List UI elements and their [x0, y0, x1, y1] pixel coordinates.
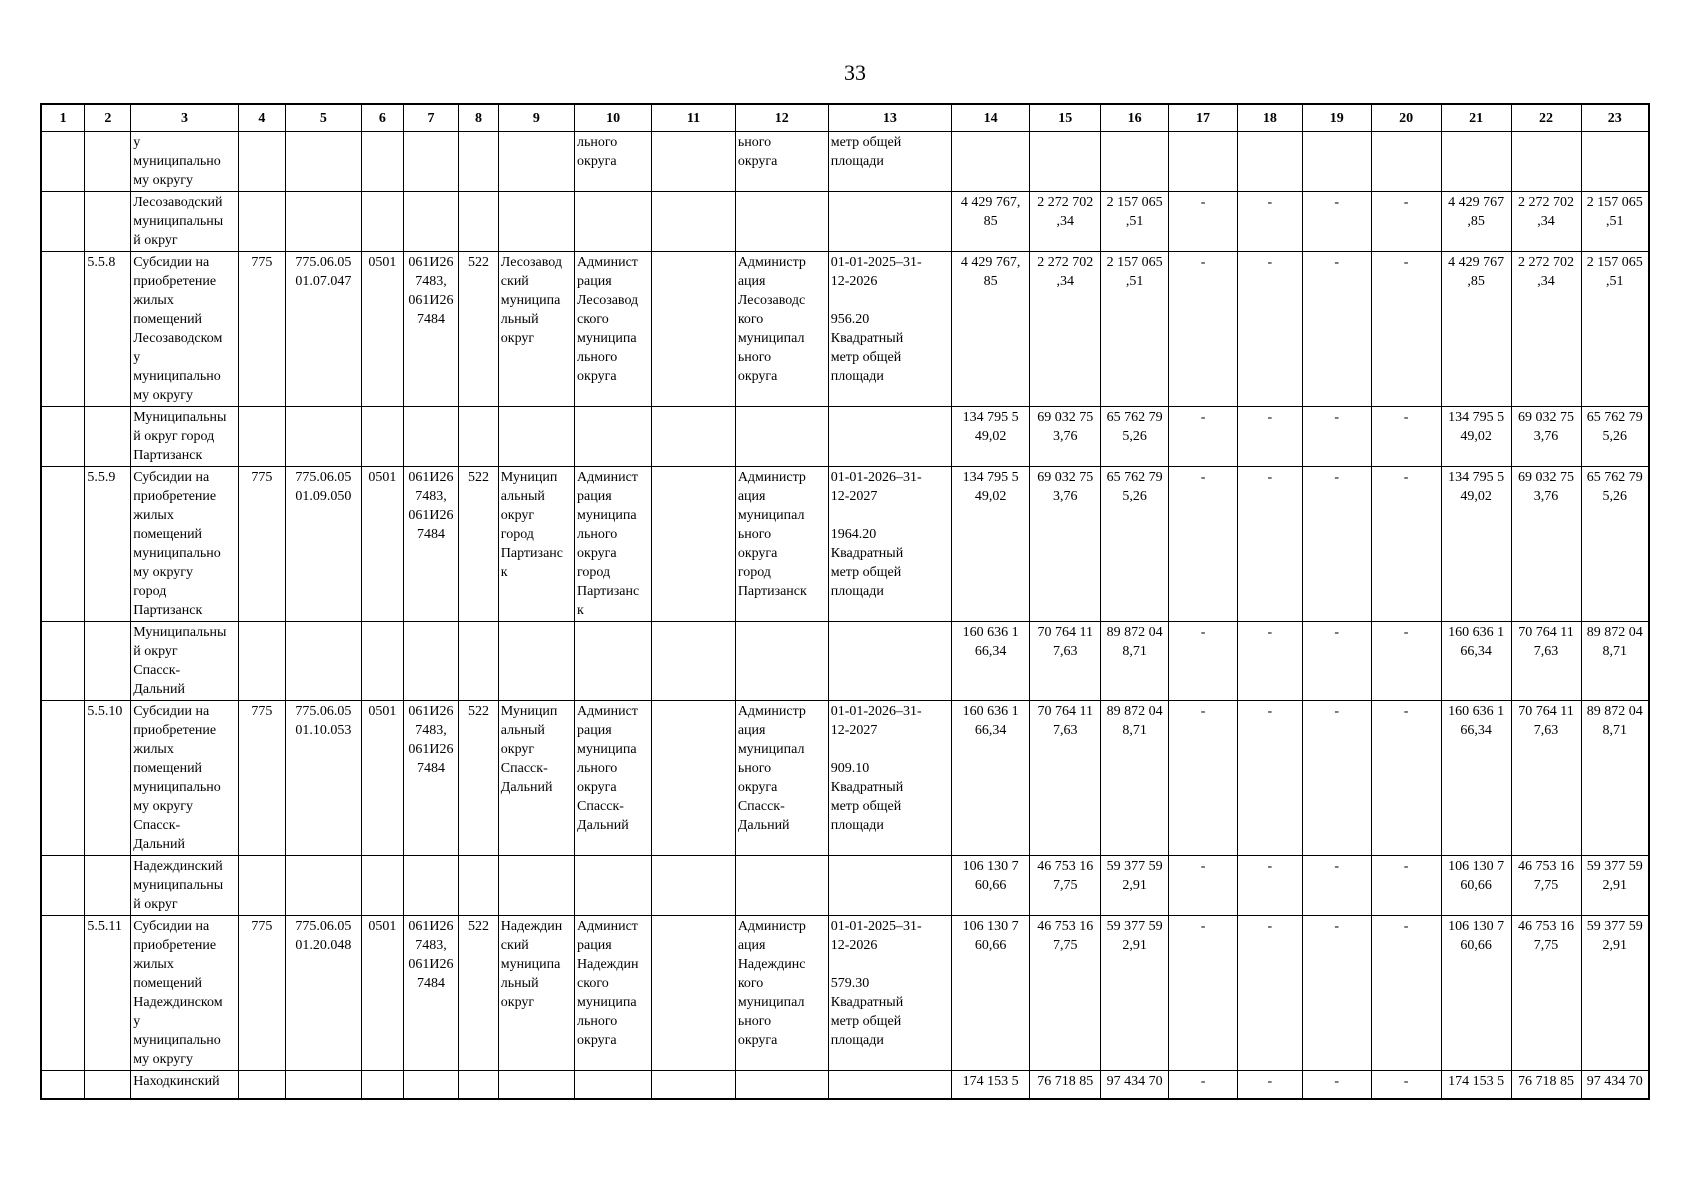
table-cell-col-16: 59 377 59 2,91	[1101, 916, 1169, 1071]
table-cell-col-11	[652, 132, 736, 192]
table-cell-col-4	[238, 192, 285, 252]
table-cell-col-5: 775.06.05 01.09.050	[285, 467, 361, 622]
table-cell-col-9	[498, 622, 574, 701]
table-cell-col-20: -	[1371, 916, 1441, 1071]
table-cell-col-2: 5.5.8	[85, 252, 131, 407]
table-cell-col-19: -	[1302, 856, 1371, 916]
table-cell-col-19	[1302, 132, 1371, 192]
table-cell-col-12: Администр ация муниципал ьного округа город Партизанск	[735, 467, 828, 622]
table-cell-col-19: -	[1302, 1071, 1371, 1099]
column-header-7: 7	[403, 104, 458, 132]
table-cell-col-2: 5.5.10	[85, 701, 131, 856]
table-cell-col-7: 061И26 7483, 061И26 7484	[403, 252, 458, 407]
table-cell-col-12: Администр ация Лесозаводс кого муниципал ьного округа	[735, 252, 828, 407]
table-row	[41, 192, 1649, 252]
table-cell-col-12	[735, 1071, 828, 1099]
table-cell-col-7: 061И26 7483, 061И26 7484	[403, 467, 458, 622]
table-cell-col-5	[285, 1071, 361, 1099]
table-row	[41, 1071, 1649, 1099]
table-cell-col-16: 97 434 70	[1101, 1071, 1169, 1099]
table-cell-col-5	[285, 856, 361, 916]
table-cell-col-22: 76 718 85	[1511, 1071, 1581, 1099]
table-cell-col-10	[575, 622, 652, 701]
column-header-13: 13	[828, 104, 951, 132]
table-cell-col-17: -	[1169, 407, 1238, 467]
table-cell-col-4	[238, 856, 285, 916]
table-cell-col-16	[1101, 132, 1169, 192]
column-header-1: 1	[41, 104, 85, 132]
table-cell-col-10: Админист рация муниципа льного округа Спасск- Дальний	[575, 701, 652, 856]
table-cell-col-21: 160 636 1 66,34	[1441, 622, 1511, 701]
table-cell-col-8	[459, 856, 499, 916]
table-cell-col-13	[828, 192, 951, 252]
table-cell-col-7	[403, 622, 458, 701]
table-cell-col-14: 160 636 1 66,34	[951, 622, 1029, 701]
table-cell-col-6	[362, 856, 404, 916]
table-cell-col-14: 4 429 767, 85	[951, 252, 1029, 407]
table-cell-col-16: 89 872 04 8,71	[1101, 622, 1169, 701]
column-header-18: 18	[1238, 104, 1303, 132]
table-cell-col-23: 59 377 59 2,91	[1581, 856, 1649, 916]
table-cell-col-19: -	[1302, 467, 1371, 622]
table-cell-col-15: 69 032 75 3,76	[1030, 407, 1101, 467]
table-cell-col-7: 061И26 7483, 061И26 7484	[403, 916, 458, 1071]
table-cell-col-12	[735, 856, 828, 916]
table-cell-col-10: Админист рация Надеждин ского муниципа льного округа	[575, 916, 652, 1071]
table-cell-col-17: -	[1169, 1071, 1238, 1099]
table-cell-col-8: 522	[459, 252, 499, 407]
page-number: 33	[844, 60, 866, 85]
column-header-14: 14	[951, 104, 1029, 132]
table-cell-col-19: -	[1302, 622, 1371, 701]
column-header-8: 8	[459, 104, 499, 132]
table-cell-col-20: -	[1371, 622, 1441, 701]
table-cell-col-4	[238, 622, 285, 701]
table-cell-col-6	[362, 407, 404, 467]
table-cell-col-10: льного округа	[575, 132, 652, 192]
table-cell-col-8	[459, 192, 499, 252]
table-cell-col-12: ьного округа	[735, 132, 828, 192]
column-header-11: 11	[652, 104, 736, 132]
table-cell-col-18: -	[1238, 701, 1303, 856]
table-cell-col-10: Админист рация муниципа льного округа город Партизанс к	[575, 467, 652, 622]
table-cell-col-17: -	[1169, 856, 1238, 916]
table-cell-col-23: 2 157 065 ,51	[1581, 192, 1649, 252]
table-cell-col-20	[1371, 132, 1441, 192]
table-cell-col-8	[459, 622, 499, 701]
table-cell-col-5	[285, 132, 361, 192]
table-cell-col-11	[652, 467, 736, 622]
column-header-21: 21	[1441, 104, 1511, 132]
table-cell-col-17: -	[1169, 916, 1238, 1071]
table-cell-col-15	[1030, 132, 1101, 192]
table-cell-col-4	[238, 1071, 285, 1099]
table-cell-col-20: -	[1371, 1071, 1441, 1099]
table-cell-col-6	[362, 192, 404, 252]
table-cell-col-10	[575, 192, 652, 252]
table-row	[41, 622, 1649, 701]
table-cell-col-2	[85, 856, 131, 916]
table-cell-col-15: 2 272 702 ,34	[1030, 192, 1101, 252]
table-cell-col-10	[575, 1071, 652, 1099]
table-cell-col-23: 65 762 79 5,26	[1581, 407, 1649, 467]
table-cell-col-16: 89 872 04 8,71	[1101, 701, 1169, 856]
table-cell-col-14: 134 795 5 49,02	[951, 467, 1029, 622]
table-cell-col-23: 89 872 04 8,71	[1581, 701, 1649, 856]
table-cell-col-2	[85, 192, 131, 252]
table-cell-col-6: 0501	[362, 252, 404, 407]
table-cell-col-13: 01-01-2026–31- 12-2027 1964.20 Квадратный метр общей площади	[828, 467, 951, 622]
table-cell-col-11	[652, 701, 736, 856]
table-cell-col-13	[828, 407, 951, 467]
table-cell-col-16: 2 157 065 ,51	[1101, 192, 1169, 252]
table-cell-col-21: 4 429 767 ,85	[1441, 252, 1511, 407]
table-cell-col-18	[1238, 132, 1303, 192]
table-cell-col-17: -	[1169, 192, 1238, 252]
table-cell-col-13	[828, 622, 951, 701]
table-cell-col-7: 061И26 7483, 061И26 7484	[403, 701, 458, 856]
column-header-16: 16	[1101, 104, 1169, 132]
table-row	[41, 132, 1649, 192]
table-cell-col-11	[652, 192, 736, 252]
table-cell-col-18: -	[1238, 252, 1303, 407]
table-cell-col-8	[459, 1071, 499, 1099]
table-cell-col-13	[828, 856, 951, 916]
table-cell-col-5	[285, 622, 361, 701]
table-cell-col-19: -	[1302, 701, 1371, 856]
table-cell-col-23: 89 872 04 8,71	[1581, 622, 1649, 701]
table-cell-col-21: 174 153 5	[1441, 1071, 1511, 1099]
table-cell-col-7	[403, 132, 458, 192]
table-cell-col-18: -	[1238, 916, 1303, 1071]
column-header-12: 12	[735, 104, 828, 132]
column-header-3: 3	[131, 104, 239, 132]
table-cell-col-9: Муницип альный округ Спасск- Дальний	[498, 701, 574, 856]
column-header-4: 4	[238, 104, 285, 132]
table-cell-col-21: 4 429 767 ,85	[1441, 192, 1511, 252]
table-cell-col-10: Админист рация Лесозавод ского муниципа льного округа	[575, 252, 652, 407]
table-row	[41, 467, 1649, 622]
table-cell-col-1	[41, 252, 85, 407]
table-cell-col-21: 106 130 7 60,66	[1441, 856, 1511, 916]
table-cell-col-1	[41, 856, 85, 916]
column-header-row	[41, 104, 1649, 132]
table-cell-col-10	[575, 856, 652, 916]
table-cell-col-19: -	[1302, 252, 1371, 407]
budget-table	[40, 103, 1650, 1100]
table-cell-col-13: 01-01-2025–31- 12-2026 956.20 Квадратный метр общей площади	[828, 252, 951, 407]
table-cell-col-3: Находкинский	[131, 1071, 239, 1099]
table-cell-col-11	[652, 1071, 736, 1099]
table-cell-col-12	[735, 192, 828, 252]
table-cell-col-23: 97 434 70	[1581, 1071, 1649, 1099]
table-cell-col-17	[1169, 132, 1238, 192]
table-cell-col-1	[41, 701, 85, 856]
table-cell-col-23: 2 157 065 ,51	[1581, 252, 1649, 407]
table-cell-col-14: 106 130 7 60,66	[951, 856, 1029, 916]
table-cell-col-3: Муниципальны й округ Спасск- Дальний	[131, 622, 239, 701]
table-cell-col-23: 59 377 59 2,91	[1581, 916, 1649, 1071]
table-cell-col-23	[1581, 132, 1649, 192]
table-cell-col-21: 134 795 5 49,02	[1441, 467, 1511, 622]
table-cell-col-6: 0501	[362, 916, 404, 1071]
table-cell-col-7	[403, 407, 458, 467]
table-cell-col-7	[403, 192, 458, 252]
table-cell-col-19: -	[1302, 192, 1371, 252]
table-cell-col-8: 522	[459, 467, 499, 622]
table-cell-col-15: 76 718 85	[1030, 1071, 1101, 1099]
table-cell-col-7	[403, 1071, 458, 1099]
column-header-5: 5	[285, 104, 361, 132]
table-cell-col-11	[652, 407, 736, 467]
table-cell-col-13: 01-01-2025–31- 12-2026 579.30 Квадратный метр общей площади	[828, 916, 951, 1071]
column-header-9: 9	[498, 104, 574, 132]
table-cell-col-2	[85, 407, 131, 467]
table-cell-col-21: 134 795 5 49,02	[1441, 407, 1511, 467]
table-cell-col-20: -	[1371, 467, 1441, 622]
table-cell-col-21: 160 636 1 66,34	[1441, 701, 1511, 856]
table-cell-col-1	[41, 407, 85, 467]
table-cell-col-18: -	[1238, 407, 1303, 467]
table-cell-col-3: Субсидии на приобретение жилых помещений Лесозаводском у муниципально му округу	[131, 252, 239, 407]
column-header-23: 23	[1581, 104, 1649, 132]
table-cell-col-9	[498, 192, 574, 252]
table-cell-col-7	[403, 856, 458, 916]
table-cell-col-22	[1511, 132, 1581, 192]
table-cell-col-4	[238, 132, 285, 192]
table-row	[41, 407, 1649, 467]
table-cell-col-22: 2 272 702 ,34	[1511, 252, 1581, 407]
table-cell-col-6: 0501	[362, 467, 404, 622]
table-cell-col-2	[85, 132, 131, 192]
table-cell-col-15: 46 753 16 7,75	[1030, 856, 1101, 916]
table-cell-col-8: 522	[459, 701, 499, 856]
table-cell-col-10	[575, 407, 652, 467]
table-cell-col-14	[951, 132, 1029, 192]
table-cell-col-20: -	[1371, 192, 1441, 252]
table-cell-col-17: -	[1169, 701, 1238, 856]
table-cell-col-22: 2 272 702 ,34	[1511, 192, 1581, 252]
table-cell-col-20: -	[1371, 856, 1441, 916]
column-header-22: 22	[1511, 104, 1581, 132]
table-cell-col-9: Надеждин ский муниципа льный округ	[498, 916, 574, 1071]
table-cell-col-18: -	[1238, 622, 1303, 701]
table-cell-col-4: 775	[238, 467, 285, 622]
table-cell-col-11	[652, 856, 736, 916]
table-cell-col-23: 65 762 79 5,26	[1581, 467, 1649, 622]
table-cell-col-12	[735, 622, 828, 701]
table-cell-col-13: метр общей площади	[828, 132, 951, 192]
table-cell-col-9	[498, 407, 574, 467]
table-cell-col-2: 5.5.11	[85, 916, 131, 1071]
table-cell-col-12: Администр ация муниципал ьного округа Спасск- Дальний	[735, 701, 828, 856]
table-cell-col-2	[85, 622, 131, 701]
table-cell-col-18: -	[1238, 467, 1303, 622]
table-cell-col-15: 46 753 16 7,75	[1030, 916, 1101, 1071]
column-header-20: 20	[1371, 104, 1441, 132]
table-cell-col-14: 160 636 1 66,34	[951, 701, 1029, 856]
table-cell-col-22: 69 032 75 3,76	[1511, 407, 1581, 467]
table-cell-col-3: Субсидии на приобретение жилых помещений муниципально му округу Спасск- Дальний	[131, 701, 239, 856]
table-cell-col-4	[238, 407, 285, 467]
table-cell-col-5: 775.06.05 01.07.047	[285, 252, 361, 407]
table-cell-col-11	[652, 916, 736, 1071]
table-cell-col-2: 5.5.9	[85, 467, 131, 622]
table-cell-col-3: Субсидии на приобретение жилых помещений муниципально му округу город Партизанск	[131, 467, 239, 622]
table-cell-col-1	[41, 622, 85, 701]
table-cell-col-19: -	[1302, 407, 1371, 467]
table-cell-col-1	[41, 467, 85, 622]
table-cell-col-12: Администр ация Надеждинс кого муниципал ьного округа	[735, 916, 828, 1071]
table-cell-col-11	[652, 622, 736, 701]
table-cell-col-9: Лесозавод ский муниципа льный округ	[498, 252, 574, 407]
table-cell-col-15: 69 032 75 3,76	[1030, 467, 1101, 622]
table-cell-col-9	[498, 856, 574, 916]
table-cell-col-21	[1441, 132, 1511, 192]
table-cell-col-1	[41, 192, 85, 252]
table-cell-col-8: 522	[459, 916, 499, 1071]
table-cell-col-8	[459, 407, 499, 467]
table-cell-col-22: 70 764 11 7,63	[1511, 622, 1581, 701]
column-header-19: 19	[1302, 104, 1371, 132]
table-cell-col-4: 775	[238, 252, 285, 407]
table-cell-col-5	[285, 192, 361, 252]
column-header-2: 2	[85, 104, 131, 132]
table-cell-col-9	[498, 132, 574, 192]
table-cell-col-1	[41, 1071, 85, 1099]
table-cell-col-9	[498, 1071, 574, 1099]
table-cell-col-22: 70 764 11 7,63	[1511, 701, 1581, 856]
table-cell-col-15: 70 764 11 7,63	[1030, 701, 1101, 856]
table-cell-col-16: 59 377 59 2,91	[1101, 856, 1169, 916]
table-cell-col-20: -	[1371, 252, 1441, 407]
table-cell-col-5: 775.06.05 01.20.048	[285, 916, 361, 1071]
table-cell-col-3: у муниципально му округу	[131, 132, 239, 192]
table-cell-col-3: Муниципальны й округ город Партизанск	[131, 407, 239, 467]
table-cell-col-20: -	[1371, 701, 1441, 856]
table-cell-col-22: 46 753 16 7,75	[1511, 856, 1581, 916]
table-row	[41, 916, 1649, 1071]
table-cell-col-11	[652, 252, 736, 407]
table-cell-col-5	[285, 407, 361, 467]
table-cell-col-22: 69 032 75 3,76	[1511, 467, 1581, 622]
column-header-15: 15	[1030, 104, 1101, 132]
table-cell-col-8	[459, 132, 499, 192]
table-cell-col-6	[362, 622, 404, 701]
table-cell-col-1	[41, 132, 85, 192]
table-cell-col-3: Надеждинский муниципальны й округ	[131, 856, 239, 916]
column-header-10: 10	[575, 104, 652, 132]
table-cell-col-16: 65 762 79 5,26	[1101, 407, 1169, 467]
table-cell-col-15: 70 764 11 7,63	[1030, 622, 1101, 701]
table-cell-col-19: -	[1302, 916, 1371, 1071]
table-cell-col-6: 0501	[362, 701, 404, 856]
table-cell-col-5: 775.06.05 01.10.053	[285, 701, 361, 856]
table-cell-col-12	[735, 407, 828, 467]
table-cell-col-6	[362, 132, 404, 192]
table-cell-col-1	[41, 916, 85, 1071]
table-row	[41, 856, 1649, 916]
table-cell-col-14: 4 429 767, 85	[951, 192, 1029, 252]
table-cell-col-4: 775	[238, 916, 285, 1071]
table-cell-col-13: 01-01-2026–31- 12-2027 909.10 Квадратный метр общей площади	[828, 701, 951, 856]
table-cell-col-3: Лесозаводский муниципальны й округ	[131, 192, 239, 252]
table-cell-col-14: 134 795 5 49,02	[951, 407, 1029, 467]
table-cell-col-15: 2 272 702 ,34	[1030, 252, 1101, 407]
column-header-6: 6	[362, 104, 404, 132]
table-cell-col-3: Субсидии на приобретение жилых помещений Надеждинском у муниципально му округу	[131, 916, 239, 1071]
table-row	[41, 701, 1649, 856]
table-cell-col-14: 106 130 7 60,66	[951, 916, 1029, 1071]
table-cell-col-6	[362, 1071, 404, 1099]
table-cell-col-16: 65 762 79 5,26	[1101, 467, 1169, 622]
table-cell-col-22: 46 753 16 7,75	[1511, 916, 1581, 1071]
table-cell-col-17: -	[1169, 467, 1238, 622]
table-cell-col-2	[85, 1071, 131, 1099]
table-cell-col-9: Муницип альный округ город Партизанс к	[498, 467, 574, 622]
table-cell-col-17: -	[1169, 252, 1238, 407]
table-cell-col-17: -	[1169, 622, 1238, 701]
table-cell-col-18: -	[1238, 856, 1303, 916]
table-row	[41, 252, 1649, 407]
table-cell-col-21: 106 130 7 60,66	[1441, 916, 1511, 1071]
table-cell-col-16: 2 157 065 ,51	[1101, 252, 1169, 407]
table-cell-col-18: -	[1238, 1071, 1303, 1099]
table-cell-col-4: 775	[238, 701, 285, 856]
column-header-17: 17	[1169, 104, 1238, 132]
table-cell-col-14: 174 153 5	[951, 1071, 1029, 1099]
table-cell-col-20: -	[1371, 407, 1441, 467]
table-cell-col-18: -	[1238, 192, 1303, 252]
table-cell-col-13	[828, 1071, 951, 1099]
